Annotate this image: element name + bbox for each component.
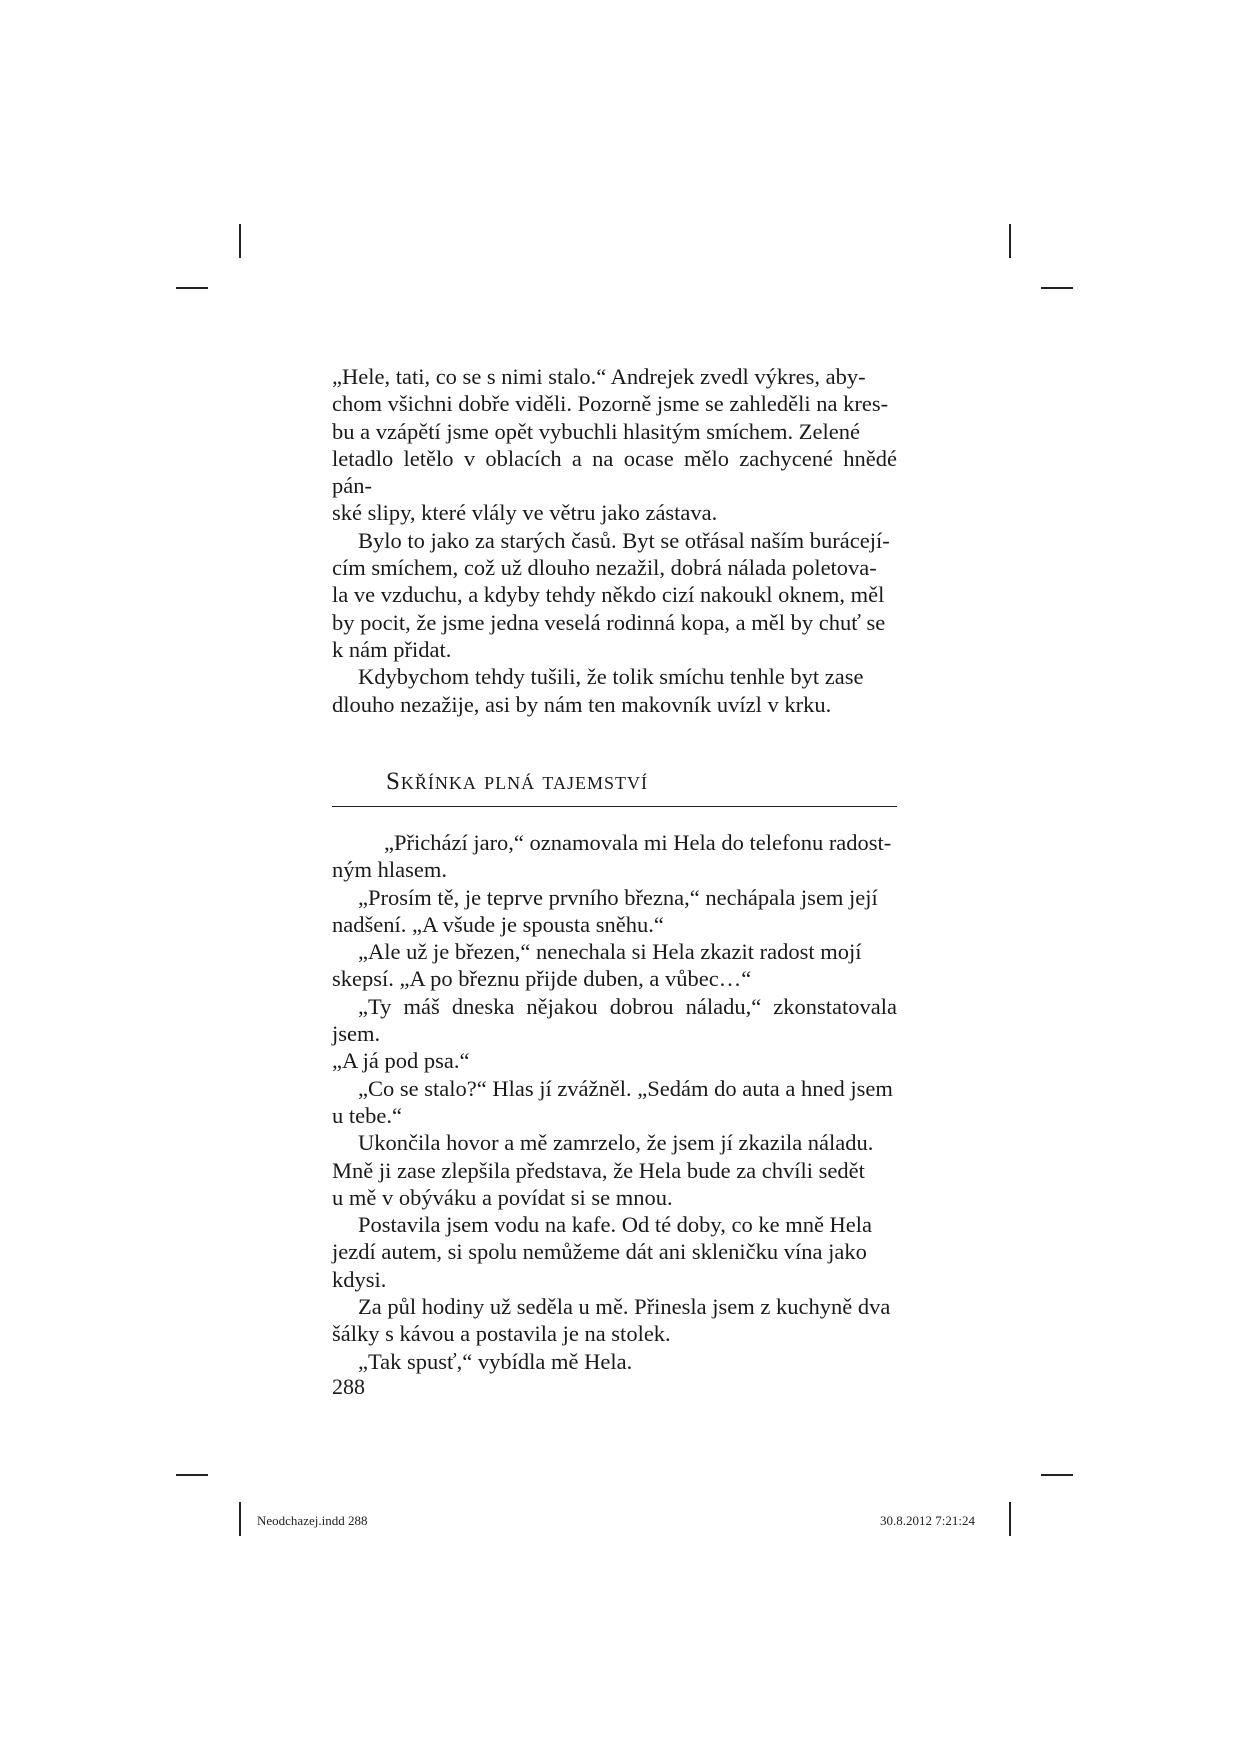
slug-file: Neodchazej.indd 288 <box>257 1513 368 1528</box>
crop-mark-top-right-vertical <box>1009 224 1011 258</box>
paragraph: Bylo to jako za starých časů. Byt se otřásal naším burácejí- cím smíchem, což už dlouho nezažil, dobrá nálada poletova- la ve vzduchu, a kdyby tehdy někdo cizí nakoukl oknem, měl by pocit, že jsme jedna veselá rodinná kopa, a měl by chuť se k nám přidat. <box>332 527 890 662</box>
paragraph: „Tak spusť,“ vybídla mě Hela. <box>358 1348 633 1374</box>
paragraph: „Hele, tati, co se s nimi stalo.“ Andrejek zvedl výkres, aby- chom všichni dobře viděli. Pozorně jsme se zahleděli na kres- bu a vzápětí jsme opět vybuchli hlasitým smíchem. Zelené letadlo letělo v oblacích a na ocase mělo zachycené hnědé pán- ské slipy, které vlály ve větru jako zástava. <box>332 364 897 526</box>
slug-timestamp: 30.8.2012 7:21:24 <box>880 1513 975 1528</box>
paragraph: Za půl hodiny už seděla u mě. Přinesla jsem z kuchyně dva šálky s kávou a postavila je na stolek. <box>332 1294 891 1347</box>
crop-mark-top-right-horizontal <box>1041 287 1073 289</box>
section-heading-text: Skřínka plná tajemství <box>386 768 648 795</box>
text-block-top <box>332 363 897 718</box>
crop-mark-bottom-right-vertical <box>1009 1502 1011 1536</box>
section-heading <box>332 764 897 807</box>
text-block-bottom <box>332 829 897 1375</box>
paragraph: Kdybychom tehdy tušili, že tolik smíchu tenhle byt zase dlouho nezažije, asi by nám ten makovník uvízl v krku. <box>332 664 864 717</box>
crop-mark-bottom-left-vertical <box>239 1502 241 1536</box>
paragraph: „Co se stalo?“ Hlas jí zvážněl. „Sedám do auta a hned jsem u tebe.“ <box>332 1075 893 1128</box>
crop-mark-bottom-right-horizontal <box>1041 1474 1073 1476</box>
paragraph: „Přichází jaro,“ oznamovala mi Hela do telefonu radost- ným hlasem. <box>332 830 892 883</box>
crop-mark-top-left-vertical <box>239 224 241 258</box>
paragraph: „Ale už je březen,“ nenechala si Hela zkazit radost mojí skepsí. „A po březnu přijde duben, a vůbec…“ <box>332 939 862 992</box>
paragraph: Ukončila hovor a mě zamrzelo, že jsem jí zkazila náladu. Mně ji zase zlepšila představa, že Hela bude za chvíli sedět u mě v obýváku a povídat si se mnou. <box>332 1130 874 1210</box>
paragraph: „Ty máš dneska nějakou dobrou náladu,“ zkonstatovala jsem. „A já pod psa.“ <box>332 993 897 1074</box>
crop-mark-bottom-left-horizontal <box>176 1474 208 1476</box>
paragraph: „Prosím tě, je teprve prvního března,“ nechápala jsem její nadšení. „A všude je spousta sněhu.“ <box>332 884 878 937</box>
paragraph: Postavila jsem vodu na kafe. Od té doby, co ke mně Hela jezdí autem, si spolu nemůžeme dát ani skleničku vína jako kdysi. <box>332 1212 873 1292</box>
crop-mark-top-left-horizontal <box>176 287 208 289</box>
page-number: 288 <box>332 1374 365 1399</box>
